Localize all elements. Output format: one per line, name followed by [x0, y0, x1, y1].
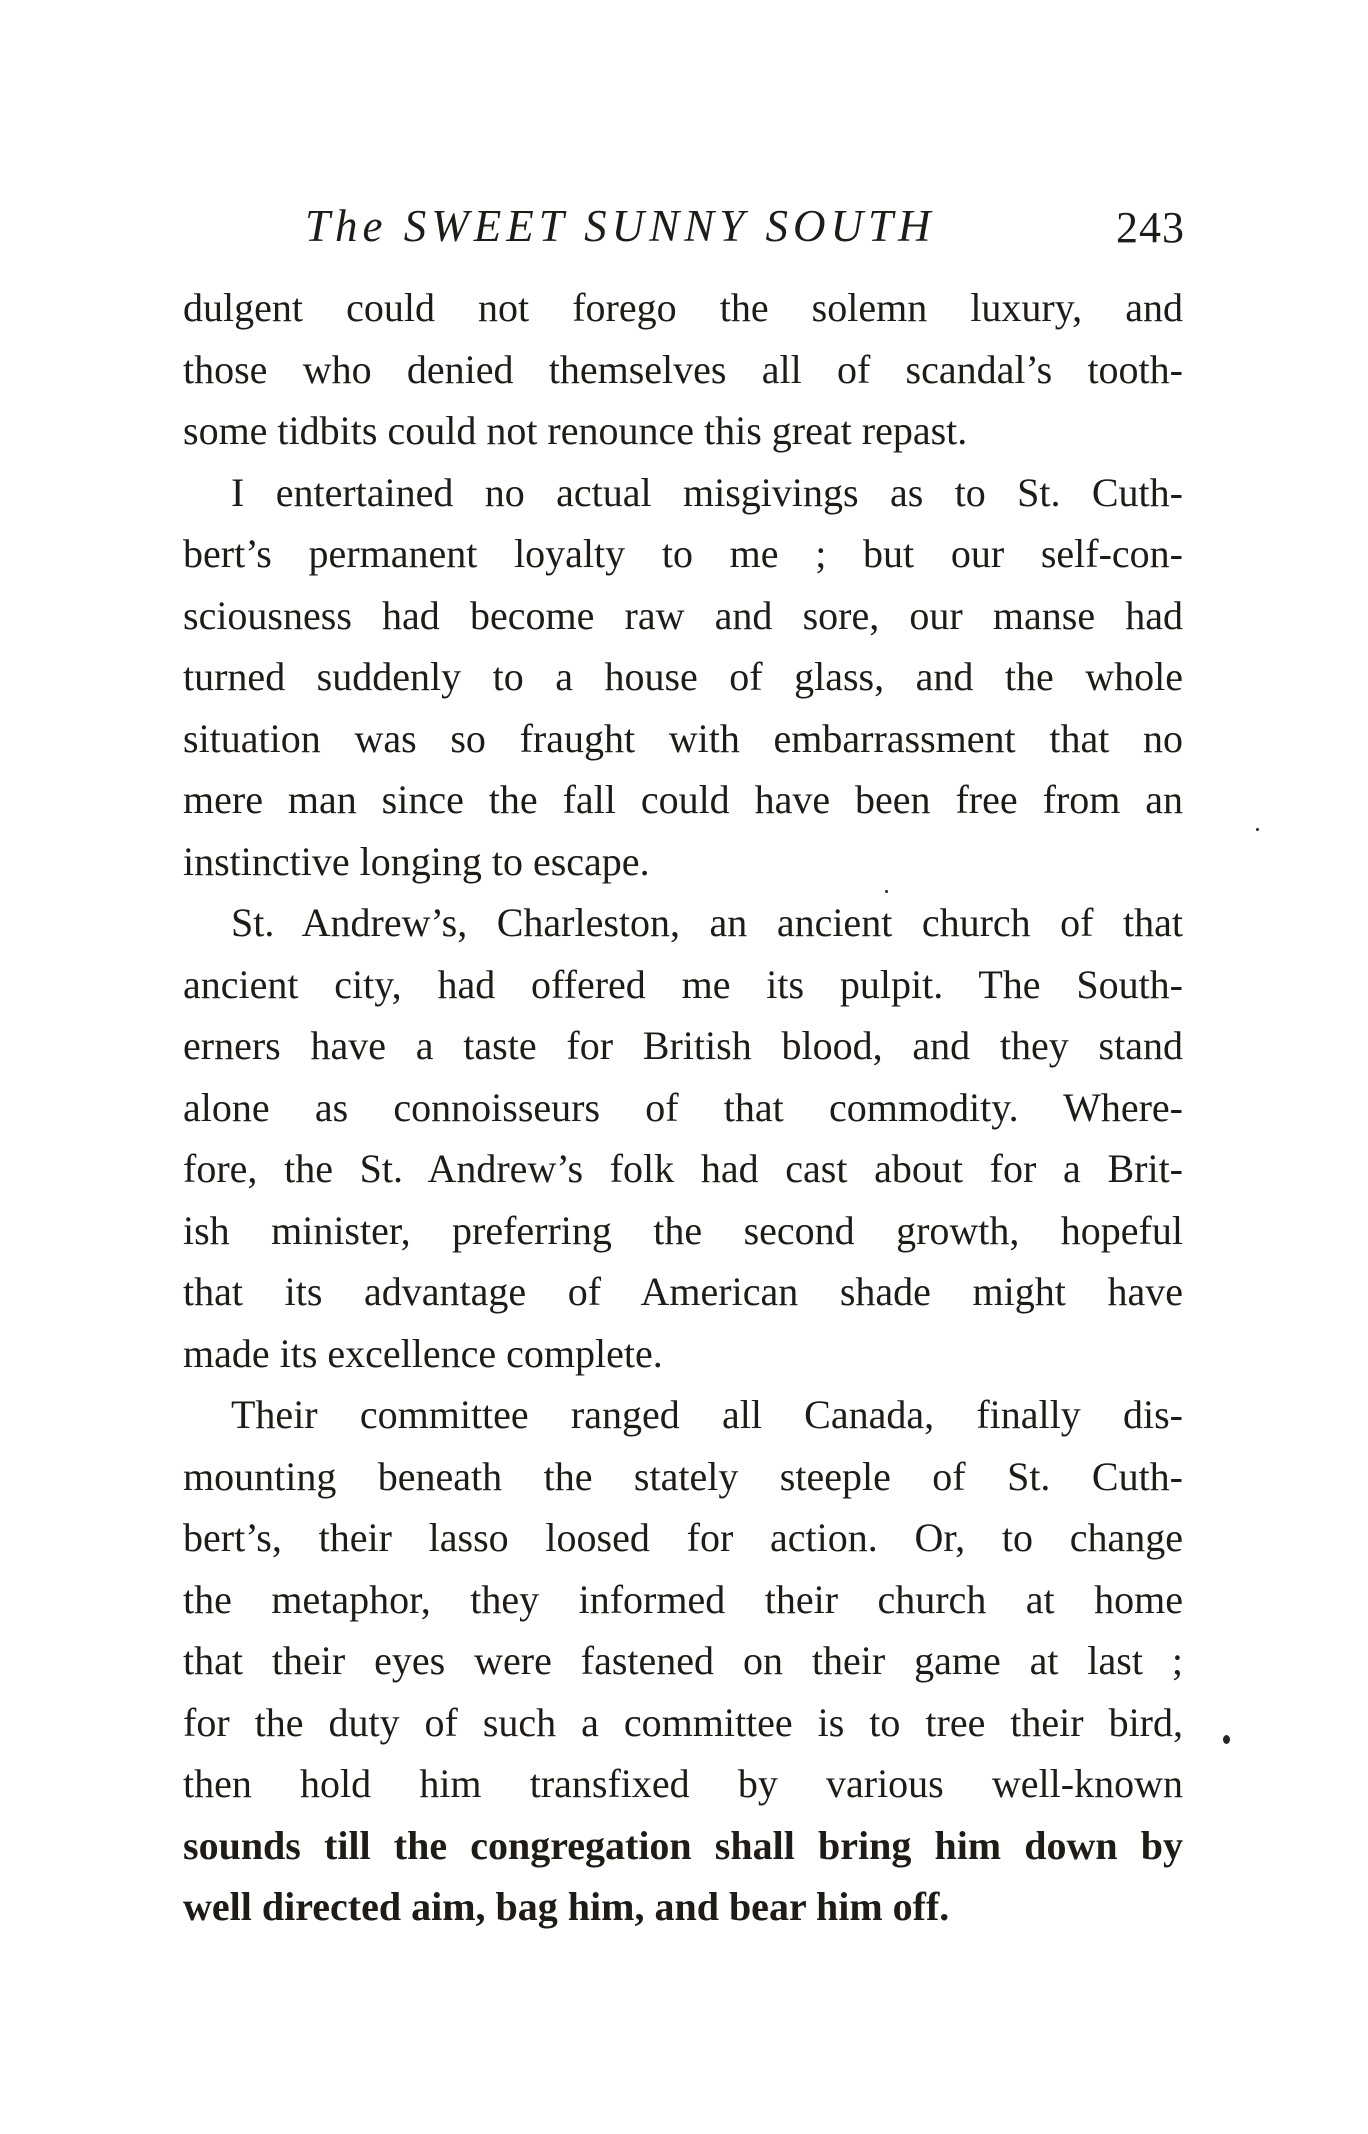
text-line: bert’s, their lasso loosed for action. Or, to change [183, 1515, 1183, 1560]
text-line: made its excellence complete. [183, 1330, 663, 1376]
text-line: dulgent could not forego the solemn luxury, and [183, 285, 1183, 330]
text-line: some tidbits could not renounce this great repast. [183, 408, 968, 453]
text-line: turned suddenly to a house of glass, and the whole [183, 654, 1183, 699]
paragraph-3 [183, 892, 1183, 1384]
body-text [183, 277, 1183, 1938]
text-line: for the duty of such a committee is to tree their bird, [183, 1699, 1183, 1745]
ink-speck [1223, 1735, 1230, 1744]
text-line: that its advantage of American shade might have [183, 1269, 1183, 1314]
text-line: well directed aim, bag him, and bear him off. [183, 1884, 950, 1929]
text-line: ancient city, had offered me its pulpit. The South- [183, 961, 1183, 1007]
text-line: sounds till the congregation shall bring him down by [183, 1822, 1183, 1868]
running-title: The SWEET SUNNY SOUTH [305, 201, 936, 251]
text-line: Their committee ranged all Canada, finally dis- [231, 1392, 1183, 1437]
text-line: situation was so fraught with embarrassment that no [183, 715, 1183, 761]
text-line: mere man since the fall could have been free from an [183, 777, 1183, 822]
text-line: St. Andrew’s, Charleston, an ancient church of that [231, 900, 1183, 945]
text-line: alone as connoisseurs of that commodity. Where- [183, 1084, 1183, 1130]
text-line: erners have a taste for British blood, and they stand [183, 1023, 1183, 1068]
text-line: ish minister, preferring the second growth, hopeful [183, 1207, 1183, 1253]
text-line: then hold him transfixed by various well-known [183, 1761, 1183, 1806]
text-line: I entertained no actual misgivings as to St. Cuth- [231, 469, 1183, 515]
text-line: fore, the St. Andrew’s folk had cast about for a Brit- [183, 1146, 1183, 1191]
ink-speck [885, 890, 888, 893]
ink-speck [1256, 828, 1259, 831]
text-line: bert’s permanent loyalty to me ; but our self-con- [183, 531, 1183, 576]
text-line: instinctive longing to escape. [183, 838, 650, 884]
text-line: that their eyes were fastened on their game at last ; [183, 1638, 1183, 1683]
text-line: the metaphor, they informed their church at home [183, 1576, 1183, 1622]
paragraph-4 [183, 1384, 1183, 1938]
paragraph-1 [183, 277, 1183, 462]
page-number: 243 [1116, 203, 1185, 252]
text-line: mounting beneath the stately steeple of St. Cuth- [183, 1453, 1183, 1499]
text-line: sciousness had become raw and sore, our manse had [183, 592, 1183, 638]
running-head [305, 196, 1185, 256]
paragraph-2 [183, 462, 1183, 893]
text-line: those who denied themselves all of scandal’s tooth- [183, 346, 1183, 392]
